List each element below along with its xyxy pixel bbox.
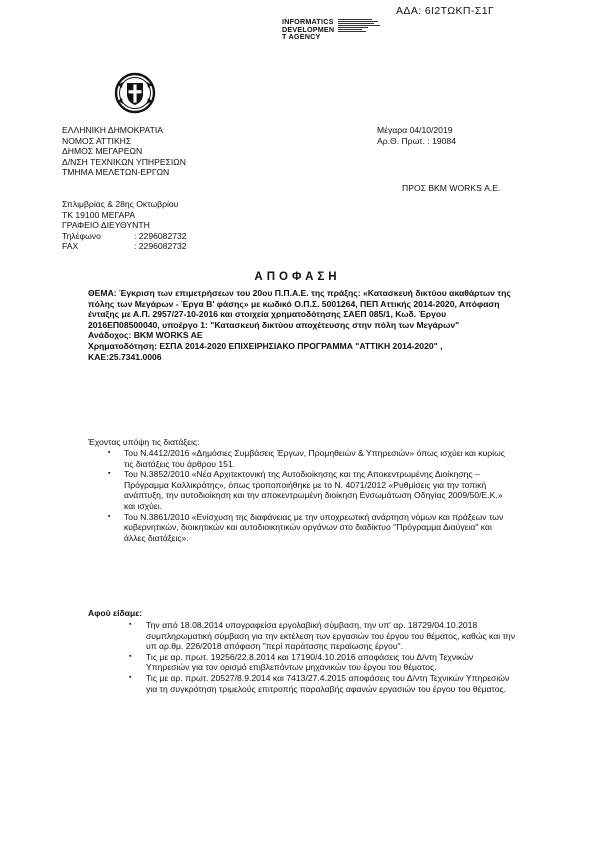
fax-label: FAX (62, 241, 79, 252)
subject-text: ΘΕΜΑ: Έγκριση των επιμετρήσεων του 20ου Π.Π.Α.Ε. της πράξης: «Κατασκευή δικτύου ακαθάρτων της πόλης των Μεγάρων - Έργα Β' φάσης» με κωδικό Ο.Π.Σ. 5001264, ΠΕΠ Αττικής 2014-2020, Απόφαση ένταξης με Α.Π. 2957/27-10-2016 και στοιχεία χρηματοδότησης ΣΑΕΠ 085/1, Κωδ. Έργου 2016ΕΠ08500040, υποέργο 1: "Κατασκευή δικτύου αποχέτευσης στην πόλη των Μεγάρων" (88, 288, 511, 330)
considering-heading: Αφού είδαμε: (88, 608, 143, 618)
provisions-list (104, 448, 514, 543)
address-street: Σπλιμβρίας & 28ης Οκτωβρίου (62, 199, 179, 209)
sender-line: ΝΟΜΟΣ ΑΤΤΙΚΗΣ (62, 135, 132, 146)
contact-block (62, 199, 187, 252)
recipient: ΠΡΟΣ ΒΚΜ WORKS Α.Ε. (402, 183, 501, 193)
office-name: ΓΡΑΦΕΙΟ ΔΙΕΥΘΥΝΤΗ (62, 220, 150, 231)
phone-label: Τηλέφωνο (62, 230, 101, 241)
contractor: Ανάδοχος: ΒΚΜ WORKS AE (88, 330, 203, 341)
informatics-agency-logo (282, 18, 388, 41)
phone-value: : 2296082732 (134, 230, 187, 241)
fax-value: : 2296082732 (134, 241, 187, 252)
sender-block (62, 125, 186, 178)
place-date-block (377, 125, 456, 146)
list-item: ▪ Την από 18.08.2014 υπογραφείσα εργολαβική σύμβαση, την υπ' αρ. 18729/04.10.2018 συμπληρωματική σύμβαση για την εκτέλεση των εργασιών του έργου του θέματος, καθώς και την υπ αρ.θμ. 226/2018 απόφαση "περί παράτασης περαίωσης έργου". (126, 620, 518, 652)
sender-line: Δ/ΝΣΗ ΤΕΧΝΙΚΩΝ ΥΠΗΡΕΣΙΩΝ (62, 156, 186, 167)
protocol-number: Αρ.Θ. Πρωτ. : 19084 (377, 135, 456, 146)
ada-code: ΑΔΑ: 6Ι2ΤΩΚΠ-Σ1Γ (396, 5, 495, 17)
sender-line: ΤΜΗΜΑ ΜΕΛΕΤΩΝ-ΕΡΓΩΝ (62, 167, 170, 178)
subject-block (88, 288, 518, 362)
provisions-heading: Έχοντας υπόψη τις διατάξεις: (88, 437, 200, 447)
document-title: ΑΠΟΦΑΣΗ (254, 271, 341, 283)
fax-row (62, 241, 187, 252)
logo-word: INFORMATICS (282, 17, 334, 26)
logo-word: T AGENCY (282, 32, 321, 42)
address-city: ΤΚ 19100 ΜΕΓΑΡΑ (62, 209, 136, 220)
logo-word: DEVELOPMEN (282, 24, 335, 34)
funding: Χρηματοδότηση: ΕΣΠΑ 2014-2020 ΕΠΙΧΕΙΡΗΣΙΑΚΟ ΠΡΟΓΡΑΜΜΑ "ΑΤΤΙΚΗ 2014-2020" , ΚΑΕ:25.7341.0006 (88, 340, 443, 362)
considering-list (126, 620, 518, 694)
list-item: ▪ Του Ν.3861/2010 «Ενίσχυση της διαφάνειας με την υποχρεωτική ανάρτηση νόμων και πράξεων των κυβερνητικών, διοικητικών και αυτοδιοικητικών οργάνων στο διαδίκτυο "Πρόγραμμα Διαύγεια" και άλλες διατάξεις». (104, 512, 514, 544)
place-date: Μέγαρα 04/10/2019 (377, 125, 453, 135)
phone-row (62, 231, 187, 242)
list-item: ▪ Τις με αρ. πρωτ. 20527/8.9.2014 και 7413/27.4.2015 αποφάσεις του Δ/ντη Τεχνικών Υπηρεσιών για τη συγκρότηση τριμελούς επιτροπής παραλαβής αφανών εργασιών του έργου του θέματος. (126, 673, 518, 694)
list-item: ▪ Του Ν.4412/2016 «Δημόσιες Συμβάσεις Έργων, Προμηθειών & Υπηρεσιών» όπως ισχύει και κυρίως τις διατάξεις του άρθρου 151. (104, 448, 514, 469)
list-item: ▪ Τις με αρ. πρωτ. 19256/22.8.2014 και 17190/4.10.2016 αποφάσεις του Δ/ντη Τεχνικών Υπηρεσιών για τον ορισμό επιβλεπόντων μηχανικών του έργου του θέματος. (126, 652, 518, 673)
sender-line: ΔΗΜΟΣ ΜΕΓΑΡΕΩΝ (62, 146, 143, 157)
list-item: ▪ Του Ν.3852/2010 «Νέα Αρχιτεκτονική της Αυτοδιοίκησης και της Αποκεντρωμένης Διοίκησης – Πρόγραμμα Καλλικράτης», όπως τροποποιήθηκε με το Ν. 4071/2012 «Ρυθμίσεις για την τοπική ανάπτυξη, την αυτοδιοίκηση και την αποκεντρωμένη διοίκηση Ενσωμάτωση Οδηγίας 2009/50/Ε.Κ.» και ισχύει. (104, 469, 514, 511)
logo-small-print (338, 18, 388, 41)
sender-line: ΕΛΛΗΝΙΚΗ ΔΗΜΟΚΡΑΤΙΑ (62, 125, 163, 135)
hellenic-republic-emblem-icon (114, 72, 156, 114)
